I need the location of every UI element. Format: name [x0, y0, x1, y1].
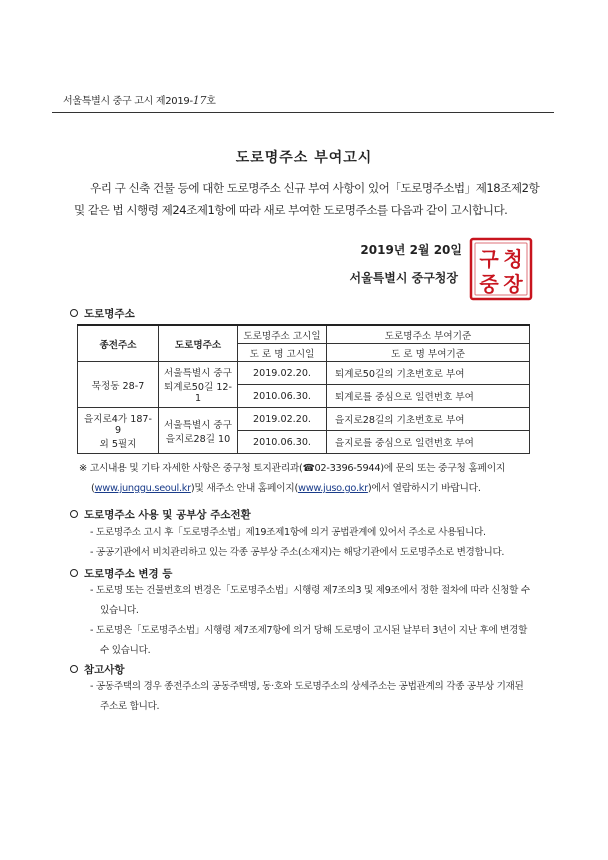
criteria-cell: 퇴계로50길의 기초번호로 부여	[327, 362, 530, 385]
notice-date: 2019년 2월 20일	[360, 243, 462, 257]
intro-paragraph	[74, 177, 544, 221]
address-table	[77, 324, 530, 454]
road-address-line-2: 을지로28길 10	[165, 433, 231, 445]
official-seal-icon	[469, 237, 533, 301]
document-number	[63, 92, 216, 107]
document-title: 도로명주소 부여고시	[235, 150, 373, 166]
road-address-cell	[159, 362, 238, 408]
inquiry-note	[79, 459, 529, 499]
usage-list	[90, 523, 530, 563]
old-address-cell: 묵정동 28-7	[78, 362, 159, 408]
old-address-line-1: 을지로4가 187-9	[84, 414, 152, 436]
notice-date-cell: 2019.02.20.	[238, 408, 327, 431]
criteria-cell: 을지로를 중심으로 일련번호 부여	[327, 431, 530, 454]
road-address-line-2: 퇴계로50길 12-1	[164, 382, 232, 404]
list-item: - 도로명은「도로명주소법」시행령 제7조제7항에 의거 당해 도로명이 고시된 날부터 3년이 지난 후에 변경할 수 있습니다.	[90, 625, 528, 656]
reference-list	[90, 677, 530, 717]
criteria-cell: 을지로28길의 기초번호로 부여	[327, 408, 530, 431]
top-divider	[52, 112, 554, 113]
section-heading-reference: 참고사항	[70, 662, 125, 677]
svg-text:중: 중	[479, 272, 499, 296]
criteria-cell: 퇴계로를 중심으로 일련번호 부여	[327, 385, 530, 408]
notice-date-cell: 2019.02.20.	[238, 362, 327, 385]
intro-line-2: 및 같은 법 시행령 제24조제1항에 따라 새로 부여한 도로명주소를 다음과 같이 고시합니다.	[74, 203, 508, 217]
road-address-line-1: 서울특별시 중구	[164, 368, 232, 379]
old-address-line-2: 외 5필지	[99, 439, 137, 450]
road-address-cell	[159, 408, 238, 454]
old-address-cell	[78, 408, 159, 454]
doc-number-handwritten: 17	[192, 94, 207, 107]
intro-line-1: 우리 구 신축 건물 등에 대한 도로명주소 신규 부여 사항이 있어「도로명주소법」제18조제2항	[90, 181, 540, 195]
note-line-1: ※ 고시내용 및 기타 자세한 사항은 중구청 토지관리과(☎02-3396-5944)에 문의 또는 중구청 홈페이지	[79, 463, 506, 474]
section-heading-road-address: 도로명주소	[70, 306, 135, 321]
svg-text:청: 청	[503, 247, 523, 271]
list-item: - 도로명 또는 건물번호의 변경은「도로명주소법」시행령 제7조의3 및 제9조에서 정한 절차에 따라 신청할 수 있습니다.	[90, 585, 530, 616]
list-item: - 공동주택의 경우 종전주소의 공동주택명, 동·호와 도로명주소의 상세주소는 공법관계의 각종 공부상 기재된 주소로 합니다.	[90, 681, 524, 712]
table-row	[78, 408, 530, 431]
header-old-address: 종전주소	[78, 325, 159, 362]
header-notice-date: 도로명주소 고시일	[238, 325, 327, 344]
notice-date-cell: 2010.06.30.	[238, 431, 327, 454]
header-criteria-sub: 도 로 명 부여기준	[327, 344, 530, 362]
road-address-line-1: 서울특별시 중구	[164, 419, 232, 431]
issuer-name: 서울특별시 중구청장	[349, 271, 458, 285]
change-list	[90, 581, 530, 661]
list-item: - 도로명주소 고시 후「도로명주소법」제19조제1항에 의거 공법관계에 있어서 주소로 사용됩니다.	[90, 527, 486, 538]
header-notice-date-sub: 도 로 명 고시일	[238, 344, 327, 362]
header-criteria: 도로명주소 부여기준	[327, 325, 530, 344]
table-row	[78, 362, 530, 385]
section-heading-usage: 도로명주소 사용 및 공부상 주소전환	[70, 507, 251, 522]
section-heading-change: 도로명주소 변경 등	[70, 566, 172, 581]
junggu-homepage-link[interactable]: www.junggu.seoul.kr	[94, 483, 191, 494]
juso-homepage-link[interactable]: www.juso.go.kr	[297, 483, 368, 494]
notice-date-cell: 2010.06.30.	[238, 385, 327, 408]
doc-number-prefix: 서울특별시 중구 고시 제2019-	[63, 96, 193, 107]
list-item: - 공공기관에서 비치관리하고 있는 각종 공부상 주소(소재지)는 해당기관에서 도로명주소로 변경합니다.	[90, 547, 505, 558]
header-road-address: 도로명주소	[159, 325, 238, 362]
note-line-2: (www.junggu.seoul.kr)및 새주소 안내 홈페이지(www.juso.go.kr)에서 열람하시기 바랍니다.	[91, 483, 481, 494]
svg-text:장: 장	[503, 272, 523, 296]
doc-number-suffix: 호	[206, 96, 216, 107]
svg-text:구: 구	[479, 247, 499, 271]
